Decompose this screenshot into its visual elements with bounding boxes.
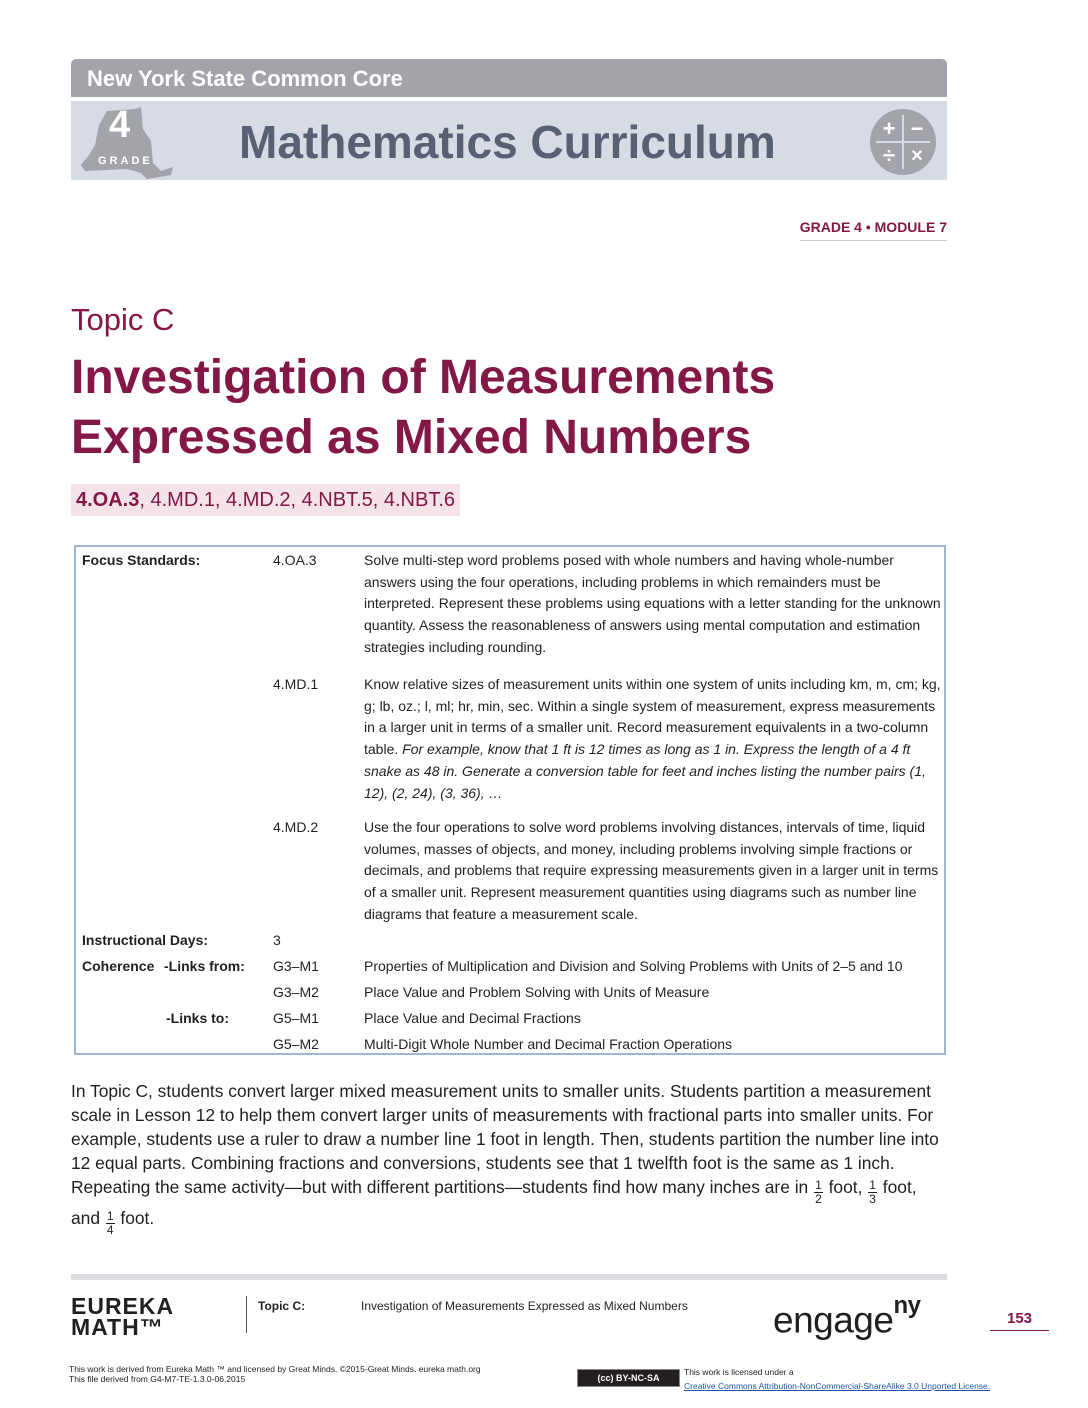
- standard-description: Solve multi-step word problems posed with whole numbers and having whole-number answers using the four operations, including problems in which remainders must be interpreted. Represent these problems using equations with a letter standing for the unknown quantity. Assess the reasonableness of answers using mental computation and estimation strategies including rounding.: [364, 552, 941, 655]
- link-code: G3–M1: [273, 958, 319, 974]
- banner-text: New York State Common Core: [87, 66, 403, 91]
- link-code: G5–M2: [273, 1036, 319, 1052]
- link-description: Multi-Digit Whole Number and Decimal Fraction Operations: [364, 1036, 733, 1052]
- license-notice: This work is licensed under a Creative Commons Attribution-NonCommercial-ShareAlike 3.0 Unported License.: [684, 1367, 991, 1391]
- focus-standards-label: Focus Standards:: [82, 552, 201, 568]
- links-from-label: -Links from:: [164, 958, 245, 974]
- instructional-days-value: 3: [273, 932, 281, 948]
- grade-number: 4: [109, 104, 131, 146]
- engageny-logo: engage$^{ny}$: [773, 1292, 921, 1341]
- standard-code: 4.MD.1: [273, 676, 319, 692]
- minus-symbol: −: [910, 116, 924, 141]
- standard-code: 4.OA.3: [273, 552, 317, 568]
- derivation-notice: This work is derived from Eureka Math ™ and licensed by Great Minds. ©2015-Great Minds. eureka math.org This file derived from G4-M7-TE-1.3.0-06.2015: [69, 1364, 481, 1384]
- primary-standard: 4.OA.3: [76, 489, 140, 511]
- topic-overview-paragraph: In Topic C, students convert larger mixed measurement units to smaller units. Students partition a measurement scale in Lesson 12 to help them convert larger units of measurements with fractional parts into smaller units. For example, students use a ruler to draw a number line 1 foot in length. Then, students partition the number line into 12 equal parts. Combining fractions and conversions, students see that 1 twelfth foot is the same as 1 inch. Repeating the same activity—but with different partitions—students find how many inches are in $\frac{1}{2}$ foot, $\frac{1}{3}$ foot, and $\frac{1}{4}$ foot.: [71, 1081, 939, 1237]
- fraction-one-fourth: $\frac{1}{4}$: [106, 1209, 114, 1237]
- standard-description: Use the four operations to solve word problems involving distances, intervals of time, liquid volumes, masses of objects, and money, including problems involving simple fractions or decimals, and problems that require expressing measurements given in a larger unit in terms of a smaller unit. Represent measurement quantities using diagrams such as number line diagrams that feature a measurement scale.: [364, 819, 939, 922]
- eureka-math-logo: EUREKA MATH™: [71, 1293, 175, 1340]
- divider: [800, 240, 947, 241]
- creative-commons-badge[interactable]: (cc) BY-NC-SA: [577, 1369, 680, 1387]
- standards-list: [71, 484, 460, 516]
- topic-title-line2: Expressed as Mixed Numbers: [71, 411, 752, 464]
- topic-label: Topic C: [71, 302, 175, 337]
- times-symbol: ×: [911, 145, 923, 167]
- link-code: G5–M1: [273, 1010, 319, 1026]
- topic-title: [71, 348, 921, 468]
- link-description: Place Value and Decimal Fractions: [364, 1010, 581, 1026]
- coherence-label: Coherence: [82, 958, 155, 974]
- page-number: 153: [1006, 1310, 1033, 1327]
- footer-rule: [71, 1274, 947, 1280]
- grade-module-label: GRADE 4 • MODULE 7: [799, 219, 947, 235]
- divide-symbol: ÷: [882, 143, 896, 168]
- link-description: Properties of Multiplication and Division and Solving Problems with Units of 2–5 and 10: [364, 958, 903, 974]
- standard-example: For example, know that 1 ft is 12 times as long as 1 in. Express the length of a 4 ft snake as 48 in. Generate a conversion table for feet and inches listing the number pairs (1, 12), (2, 24), (3, 36), …: [364, 741, 926, 801]
- standards-box: [74, 545, 946, 1055]
- standard-description: Know relative sizes of measurement units within one system of units including km, m, cm; kg, g; lb, oz.; l, ml; hr, min, sec. Within a single system of measurement, express measurements in a larger unit in terms of a smaller unit. Record measurement equivalents in a two-column table. For example, know that 1 ft is 12 times as long as 1 in. Express the length of a 4 ft snake as 48 in. Generate a conversion table for feet and inches listing the number pairs (1, 12), (2, 24), (3, 36), …: [364, 676, 941, 801]
- other-standards: , 4.MD.1, 4.MD.2, 4.NBT.5, 4.NBT.6: [139, 489, 456, 511]
- page-number-rule: [990, 1330, 1049, 1331]
- curriculum-header: [71, 101, 947, 180]
- curriculum-title: Mathematics Curriculum: [239, 116, 776, 168]
- license-link[interactable]: Creative Commons Attribution-NonCommercial-ShareAlike 3.0 Unported License.: [684, 1381, 991, 1391]
- plus-symbol: +: [882, 116, 896, 141]
- fraction-one-third: $\frac{1}{3}$: [869, 1178, 876, 1206]
- standard-code: 4.MD.2: [273, 819, 319, 835]
- link-description: Place Value and Problem Solving with Units of Measure: [364, 984, 710, 1000]
- links-to-label: -Links to:: [166, 1010, 229, 1026]
- footer-topic-label: Topic C:: [258, 1299, 306, 1313]
- math-operations-icon: [870, 109, 936, 175]
- fraction-one-half: $\frac{1}{2}$: [815, 1178, 822, 1206]
- grade-word: GRADE: [98, 155, 153, 167]
- instructional-days-label: Instructional Days:: [82, 932, 209, 948]
- footer-divider: [246, 1296, 247, 1333]
- link-code: G3–M2: [273, 984, 319, 1000]
- header-banner: [71, 59, 947, 97]
- footer-topic-description: Investigation of Measurements Expressed as Mixed Numbers: [361, 1299, 688, 1313]
- topic-title-line1: Investigation of Measurements: [71, 351, 776, 404]
